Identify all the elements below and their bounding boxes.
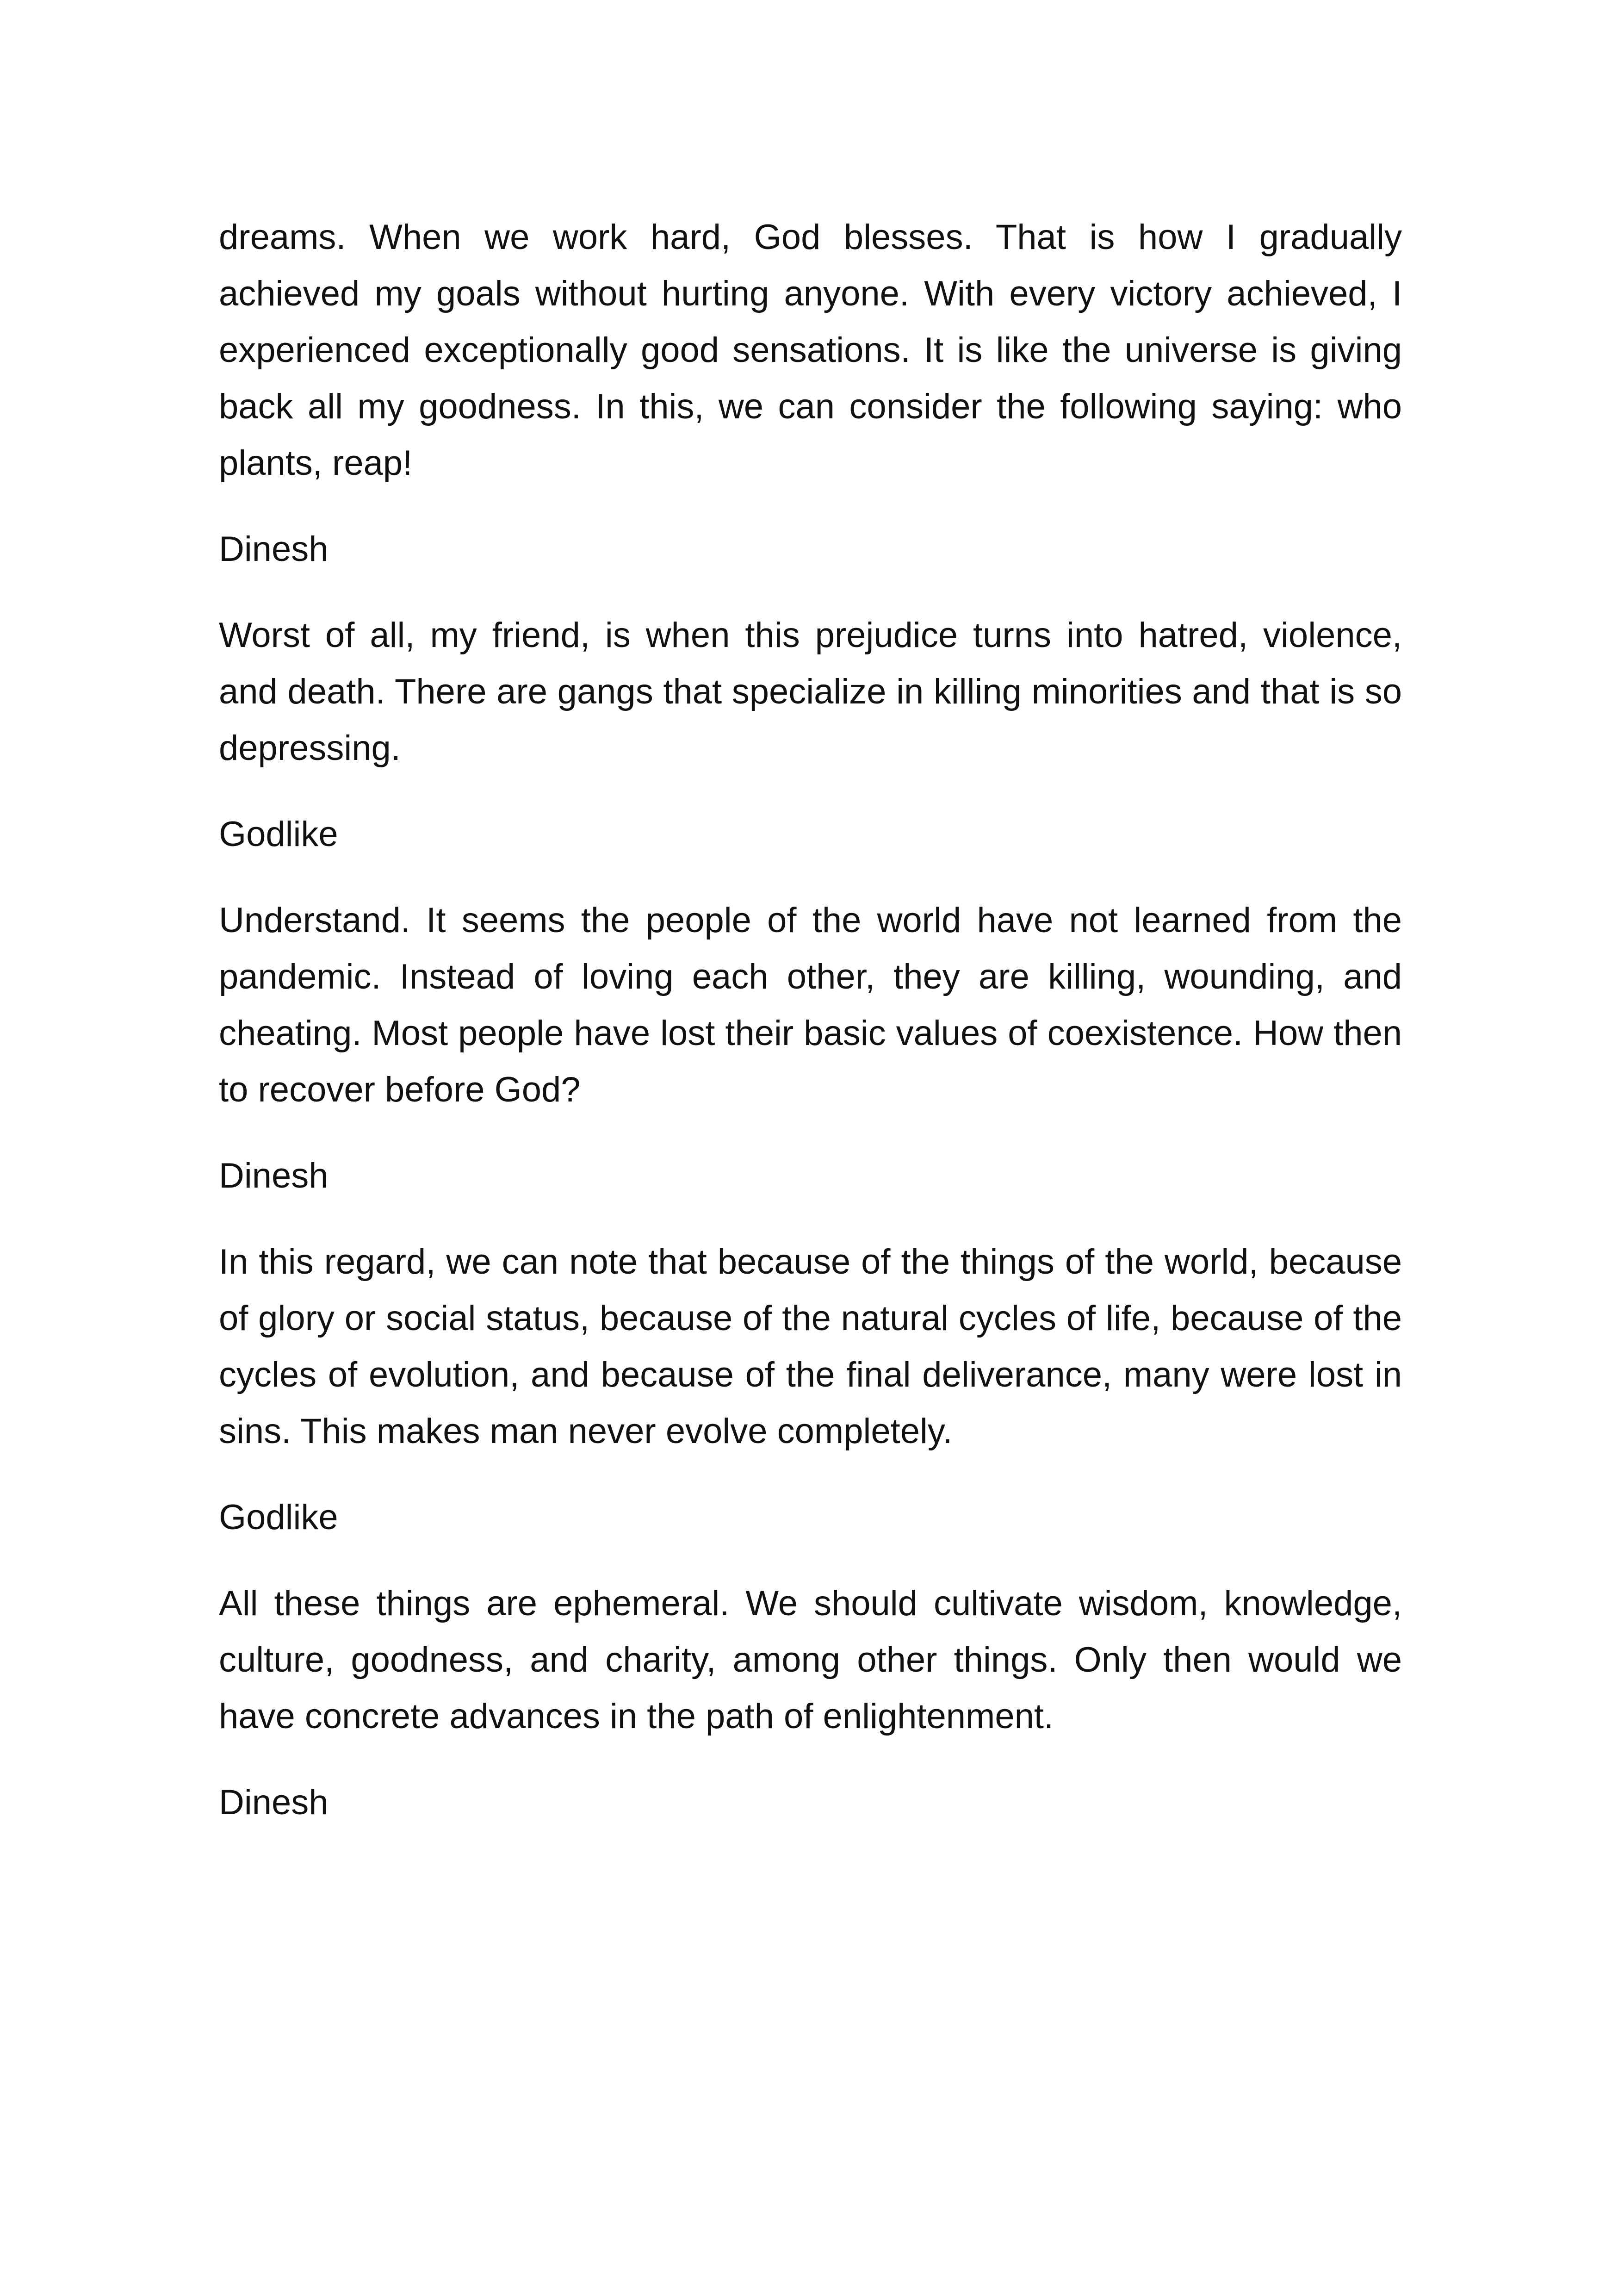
paragraph-3: Understand. It seems the people of the world have not learned from the pandemic. Instead of loving each other, they are killing, wounding, and cheating. Most people have lost their basic values of coexistence. How then to recover before God? <box>219 901 1402 1109</box>
speaker-label-dinesh: Dinesh <box>219 1156 329 1195</box>
speaker-label-godlike: Godlike <box>219 1498 338 1537</box>
speaker-label-godlike: Godlike <box>219 815 338 854</box>
text-column <box>219 209 1402 1860</box>
paragraph-1: dreams. When we work hard, God blesses. That is how I gradually achieved my goals without hurting anyone. With every victory achieved, I experienced exceptionally good sensations. It is like the universe is giving back all my goodness. In this, we can consider the following saying: who plants, reap! <box>219 218 1402 483</box>
paragraph-5: All these things are ephemeral. We should cultivate wisdom, knowledge, culture, goodness, and charity, among other things. Only then would we have concrete advances in the path of enlightenment. <box>219 1584 1402 1736</box>
paragraph-4: In this regard, we can note that because of the things of the world, because of glory or social status, because of the natural cycles of life, because of the cycles of evolution, and because of the final deliverance, many were lost in sins. This makes man never evolve completely. <box>219 1242 1402 1451</box>
speaker-label-dinesh: Dinesh <box>219 1783 329 1822</box>
paragraph-2: Worst of all, my friend, is when this prejudice turns into hatred, violence, and death. There are gangs that specialize in killing minorities and that is so depressing. <box>219 616 1402 768</box>
speaker-label-dinesh: Dinesh <box>219 529 329 569</box>
